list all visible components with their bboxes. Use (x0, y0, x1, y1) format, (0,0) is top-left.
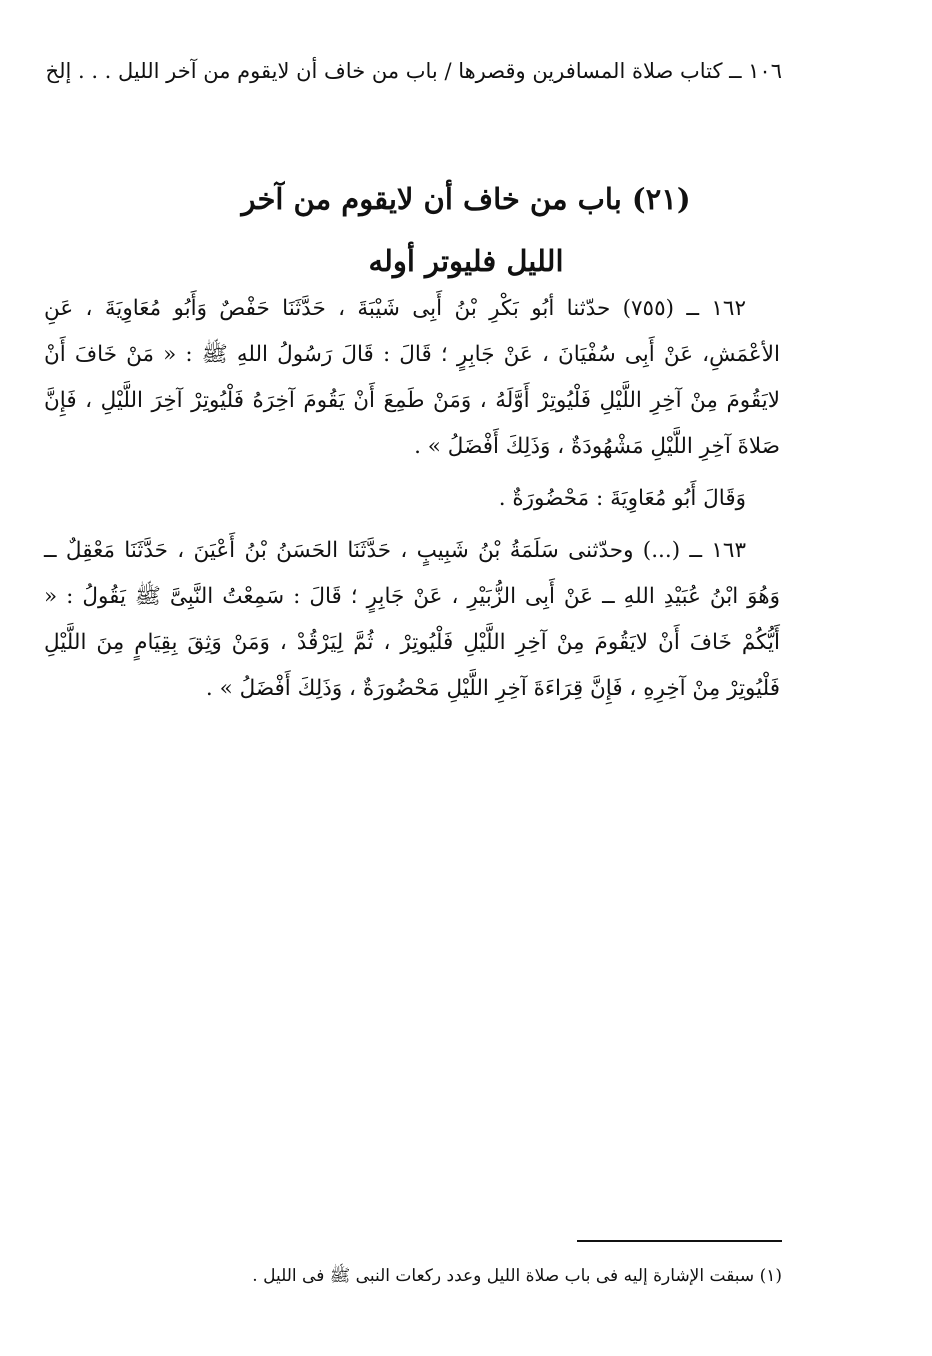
hadith-text (44, 286, 780, 712)
footnote-divider (577, 1240, 782, 1242)
chapter-title-line-2: الليل فليوتر أوله (368, 244, 564, 278)
hadith-paragraph-162: ١٦٢ ــ (٧٥٥) حدّثنا أبُو بَكْرِ بْنُ أَبِى شَيْبَةَ ، حَدَّثَنَا حَفْصٌ وَأَبُو مُعَاوِيَةَ ، عَنِ الأعْمَشِ، عَنْ أَبِى سُفْيَانَ ، عَنْ جَابِرٍ ؛ قَالَ : قَالَ رَسُولُ اللهِ ﷺ : « مَنْ خَافَ أَنْ لايَقُومَ مِنْ آخِرِ اللَّيْلِ فَلْيُوتِرْ أَوَّلَهُ ، وَمَنْ طَمِعَ أَنْ يَقُومَ آخِرَهُ فَلْيُوتِرْ آخِرَ اللَّيْلِ ، فَإِنَّ صَلاةَ آخِرِ اللَّيْلِ مَشْهُودَةٌ ، وَذَلِكَ أَفْضَلُ » . (44, 296, 780, 459)
chapter-title-line-1: (٢١) باب من خاف أن لايقوم من آخر (241, 182, 691, 216)
chapter-title (150, 168, 782, 292)
hadith-paragraph-163: ١٦٣ ــ (...) وحدّثنى سَلَمَةُ بْنُ شَبِيبٍ ، حَدَّثَنَا الحَسَنُ بْنُ أَعْيَنَ ، حَدَّثَنَا مَعْقِلٌ ــ وَهُوَ ابْنُ عُبَيْدِ اللهِ ــ عَنْ أَبِى الزُّبَيْرِ ، عَنْ جَابِرٍ ؛ قَالَ : سَمِعْتُ النَّبِىَّ ﷺ يَقُولُ : « أَيُّكُمْ خَافَ أَنْ لايَقُومَ مِنْ آخِرِ اللَّيْلِ فَلْيُوتِرْ ، ثُمَّ لِيَرْقُدْ ، وَمَنْ وَثِقَ بِقِيَامٍ مِنَ اللَّيْلِ فَلْيُوتِرْ مِنْ آخِرِهِ ، فَإِنَّ قِرَاءَةَ آخِرِ اللَّيْلِ مَحْضُورَةٌ ، وَذَلِكَ أَفْضَلُ » . (44, 538, 780, 701)
running-header: ١٠٦ ــ كتاب صلاة المسافرين وقصرها / باب من خاف أن لايقوم من آخر الليل . . . إلخ (45, 59, 782, 83)
narrator-note: وَقَالَ أَبُو مُعَاوِيَةَ : مَحْضُورَةٌ . (498, 486, 746, 511)
footnote: (١) سبقت الإشارة إليه فى باب صلاة الليل وعدد ركعات النبى ﷺ فى الليل . (252, 1266, 782, 1286)
